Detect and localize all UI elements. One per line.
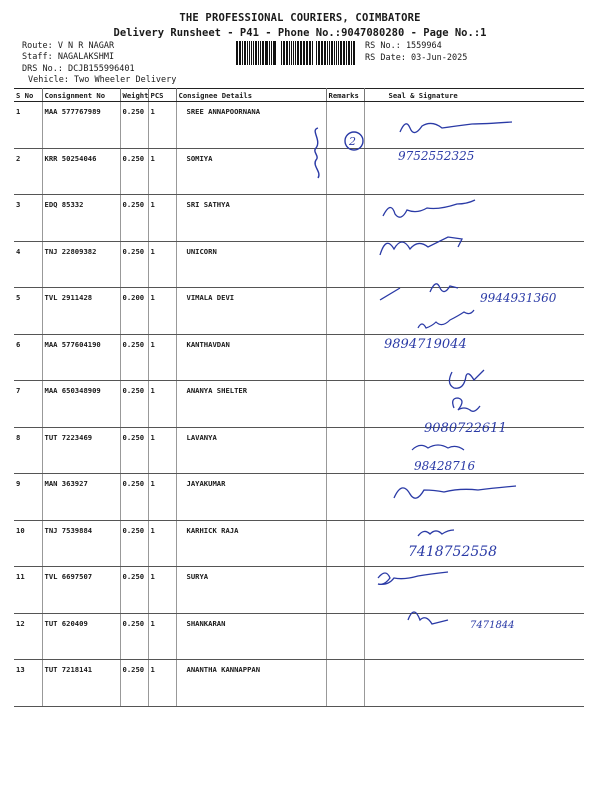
col-pcs-header: PCS xyxy=(148,89,176,102)
table-header-row xyxy=(14,89,584,102)
cell-consignee: SOMIYA xyxy=(176,148,326,195)
barcode-bar xyxy=(309,41,311,65)
cell-seal-signature xyxy=(364,520,584,567)
cell-consignment-no: TNJ 7539884 xyxy=(42,520,120,567)
cell-consignee: JAYAKUMAR xyxy=(176,474,326,521)
cell-pcs: 1 xyxy=(148,334,176,381)
cell-consignee: KARHICK RAJA xyxy=(176,520,326,567)
cell-remarks xyxy=(326,474,364,521)
cell-consignee: UNICORN xyxy=(176,241,326,288)
cell-consignment-no: TVL 2911428 xyxy=(42,288,120,335)
barcode-bar xyxy=(258,41,259,65)
cell-seal-signature xyxy=(364,195,584,242)
cell-consignee: SREE ANNAPOORNANA xyxy=(176,102,326,149)
cell-remarks xyxy=(326,660,364,707)
cell-seal-signature xyxy=(364,148,584,195)
col-weight-header: Weight xyxy=(120,89,148,102)
barcode-bar xyxy=(295,41,296,65)
phone-row-7: 9894719044 xyxy=(384,337,467,352)
table-row xyxy=(14,148,584,195)
cell-sno: 3 xyxy=(14,195,42,242)
table-row xyxy=(14,334,584,381)
barcode-bar xyxy=(331,41,333,65)
table-row xyxy=(14,102,584,149)
cell-consignment-no: MAA 577604190 xyxy=(42,334,120,381)
cell-pcs: 1 xyxy=(148,567,176,614)
cell-consignment-no: TUT 7218141 xyxy=(42,660,120,707)
cell-seal-signature xyxy=(364,660,584,707)
cell-remarks xyxy=(326,613,364,660)
cell-remarks xyxy=(326,288,364,335)
cell-seal-signature xyxy=(364,102,584,149)
col-sno-header: S No xyxy=(14,89,42,102)
cell-seal-signature xyxy=(364,427,584,474)
cell-consignment-no: TNJ 22809382 xyxy=(42,241,120,288)
cell-sno: 10 xyxy=(14,520,42,567)
cell-sno: 6 xyxy=(14,334,42,381)
cell-consignee: ANANTHA KANNAPPAN xyxy=(176,660,326,707)
barcode-bar xyxy=(324,41,326,65)
cell-consignment-no: TVL 6697507 xyxy=(42,567,120,614)
cell-pcs: 1 xyxy=(148,102,176,149)
cell-remarks xyxy=(326,241,364,288)
cell-sno: 7 xyxy=(14,381,42,428)
barcode-bar xyxy=(242,41,243,65)
barcode-bar xyxy=(334,41,335,65)
cell-consignee: SHANKARAN xyxy=(176,613,326,660)
barcode-bar xyxy=(329,41,330,65)
barcode-bar xyxy=(338,41,339,65)
cell-consignee: LAVANYA xyxy=(176,427,326,474)
table-row xyxy=(14,613,584,660)
barcode-bar xyxy=(265,41,268,65)
cell-consignee: KANTHAVDAN xyxy=(176,334,326,381)
table-row xyxy=(14,520,584,567)
col-remarks-header: Remarks xyxy=(326,89,364,102)
cell-weight: 0.250 xyxy=(120,427,148,474)
cell-sno: 5 xyxy=(14,288,42,335)
cell-remarks xyxy=(326,520,364,567)
cell-pcs: 1 xyxy=(148,427,176,474)
barcode-bar xyxy=(293,41,294,65)
col-consignment-header: Consignment No xyxy=(42,89,120,102)
barcode-bar xyxy=(251,41,252,65)
cell-sno: 11 xyxy=(14,567,42,614)
barcode-bar xyxy=(297,41,299,65)
barcode-bar xyxy=(343,41,345,65)
cell-sno: 8 xyxy=(14,427,42,474)
barcode-bar xyxy=(262,41,264,65)
barcode-image xyxy=(236,41,358,65)
cell-consignment-no: TUT 620409 xyxy=(42,613,120,660)
cell-pcs: 1 xyxy=(148,613,176,660)
barcode-bar xyxy=(247,41,248,65)
cell-remarks xyxy=(326,148,364,195)
barcode-bar xyxy=(327,41,328,65)
col-signature-header: Seal & Signature xyxy=(364,89,584,102)
phone-row-10: 98428716 xyxy=(414,459,476,473)
barcode-bar xyxy=(321,41,323,65)
barcode-bar xyxy=(340,41,342,65)
barcode-bar xyxy=(236,41,238,65)
cell-seal-signature xyxy=(364,474,584,521)
cell-weight: 0.250 xyxy=(120,148,148,195)
cell-weight: 0.200 xyxy=(120,288,148,335)
cell-pcs: 1 xyxy=(148,148,176,195)
barcode-bar xyxy=(351,41,352,65)
table-row xyxy=(14,474,584,521)
cell-weight: 0.250 xyxy=(120,241,148,288)
phone-row-13: 7471844 xyxy=(470,620,515,631)
table-row xyxy=(14,567,584,614)
cell-consignment-no: MAN 363927 xyxy=(42,474,120,521)
cell-sno: 12 xyxy=(14,613,42,660)
cell-sno: 13 xyxy=(14,660,42,707)
cell-seal-signature xyxy=(364,381,584,428)
barcode-bar xyxy=(318,41,320,65)
cell-consignment-no: EDQ 85332 xyxy=(42,195,120,242)
barcode-bar xyxy=(312,41,313,65)
barcode-bar xyxy=(253,41,254,65)
barcode-bar xyxy=(300,41,302,65)
barcode-bar xyxy=(271,41,272,65)
cell-sno: 1 xyxy=(14,102,42,149)
cell-seal-signature xyxy=(364,613,584,660)
cell-weight: 0.250 xyxy=(120,613,148,660)
barcode-bar xyxy=(260,41,261,65)
cell-consignee: SRI SATHYA xyxy=(176,195,326,242)
cell-consignment-no: MAA 650348909 xyxy=(42,381,120,428)
cell-pcs: 1 xyxy=(148,288,176,335)
barcode-bar xyxy=(346,41,347,65)
cell-pcs: 1 xyxy=(148,660,176,707)
phone-row-2: 9752552325 xyxy=(398,149,475,163)
table-row xyxy=(14,381,584,428)
table-row xyxy=(14,288,584,335)
staff-label: Staff: NAGALAKSHMI xyxy=(22,52,115,62)
cell-seal-signature xyxy=(364,288,584,335)
rs-date: RS Date: 03-Jun-2025 xyxy=(365,53,468,63)
cell-weight: 0.250 xyxy=(120,520,148,567)
cell-consignment-no: MAA 577767989 xyxy=(42,102,120,149)
cell-sno: 2 xyxy=(14,148,42,195)
phone-row-6: 9944931360 xyxy=(480,291,557,305)
drs-number: DRS No.: DCJB155996401 xyxy=(22,64,135,74)
cell-seal-signature xyxy=(364,567,584,614)
cell-pcs: 1 xyxy=(148,520,176,567)
cell-weight: 0.250 xyxy=(120,474,148,521)
runsheet-subtitle: Delivery Runsheet - P41 - Phone No.:9047080280 - Page No.:1 xyxy=(113,27,487,39)
cell-consignment-no: TUT 7223469 xyxy=(42,427,120,474)
table-row xyxy=(14,195,584,242)
barcode-bar xyxy=(273,41,276,65)
barcode-bar xyxy=(316,41,317,65)
cell-pcs: 1 xyxy=(148,381,176,428)
cell-weight: 0.250 xyxy=(120,381,148,428)
cell-seal-signature xyxy=(364,241,584,288)
cell-remarks xyxy=(326,427,364,474)
barcode-bar xyxy=(353,41,355,65)
cell-weight: 0.250 xyxy=(120,660,148,707)
cell-remarks xyxy=(326,567,364,614)
cell-consignment-no: KRR 50254046 xyxy=(42,148,120,195)
cell-seal-signature xyxy=(364,334,584,381)
barcode-bar xyxy=(255,41,257,65)
cell-pcs: 1 xyxy=(148,241,176,288)
barcode-bar xyxy=(289,41,290,65)
cell-remarks xyxy=(326,381,364,428)
table-row xyxy=(14,660,584,707)
cell-weight: 0.250 xyxy=(120,195,148,242)
barcode-bar xyxy=(291,41,292,65)
cell-sno: 9 xyxy=(14,474,42,521)
barcode-bar xyxy=(239,41,241,65)
phone-row-9: 9080722611 xyxy=(424,421,507,436)
col-consignee-header: Consignee Details xyxy=(176,89,326,102)
barcode-bar xyxy=(348,41,350,65)
rs-number: RS No.: 1559964 xyxy=(365,41,442,51)
phone-row-11: 7418752558 xyxy=(408,544,498,560)
route-label: Route: V N R NAGAR xyxy=(22,41,115,51)
table-row xyxy=(14,427,584,474)
barcode-bar xyxy=(286,41,288,65)
cell-remarks xyxy=(326,334,364,381)
runsheet-table xyxy=(14,88,584,707)
cell-remarks xyxy=(326,195,364,242)
cell-weight: 0.250 xyxy=(120,334,148,381)
cell-consignee: SURYA xyxy=(176,567,326,614)
barcode-bar xyxy=(244,41,246,65)
vehicle-label: Vehicle: Two Wheeler Delivery xyxy=(28,75,177,85)
barcode-bar xyxy=(269,41,270,65)
barcode-bar xyxy=(281,41,282,65)
cell-pcs: 1 xyxy=(148,474,176,521)
barcode-bar xyxy=(303,41,305,65)
cell-sno: 4 xyxy=(14,241,42,288)
barcode-bar xyxy=(283,41,285,65)
cell-weight: 0.250 xyxy=(120,567,148,614)
cell-pcs: 1 xyxy=(148,195,176,242)
remark-circle-text: 2 xyxy=(349,135,356,148)
cell-consignee: ANANYA SHELTER xyxy=(176,381,326,428)
cell-remarks xyxy=(326,102,364,149)
company-title: THE PROFESSIONAL COURIERS, COIMBATORE xyxy=(179,12,421,24)
table-row xyxy=(14,241,584,288)
cell-weight: 0.250 xyxy=(120,102,148,149)
barcode-bar xyxy=(249,41,250,65)
barcode-bar xyxy=(336,41,337,65)
barcode-bar xyxy=(306,41,308,65)
cell-consignee: VIMALA DEVI xyxy=(176,288,326,335)
